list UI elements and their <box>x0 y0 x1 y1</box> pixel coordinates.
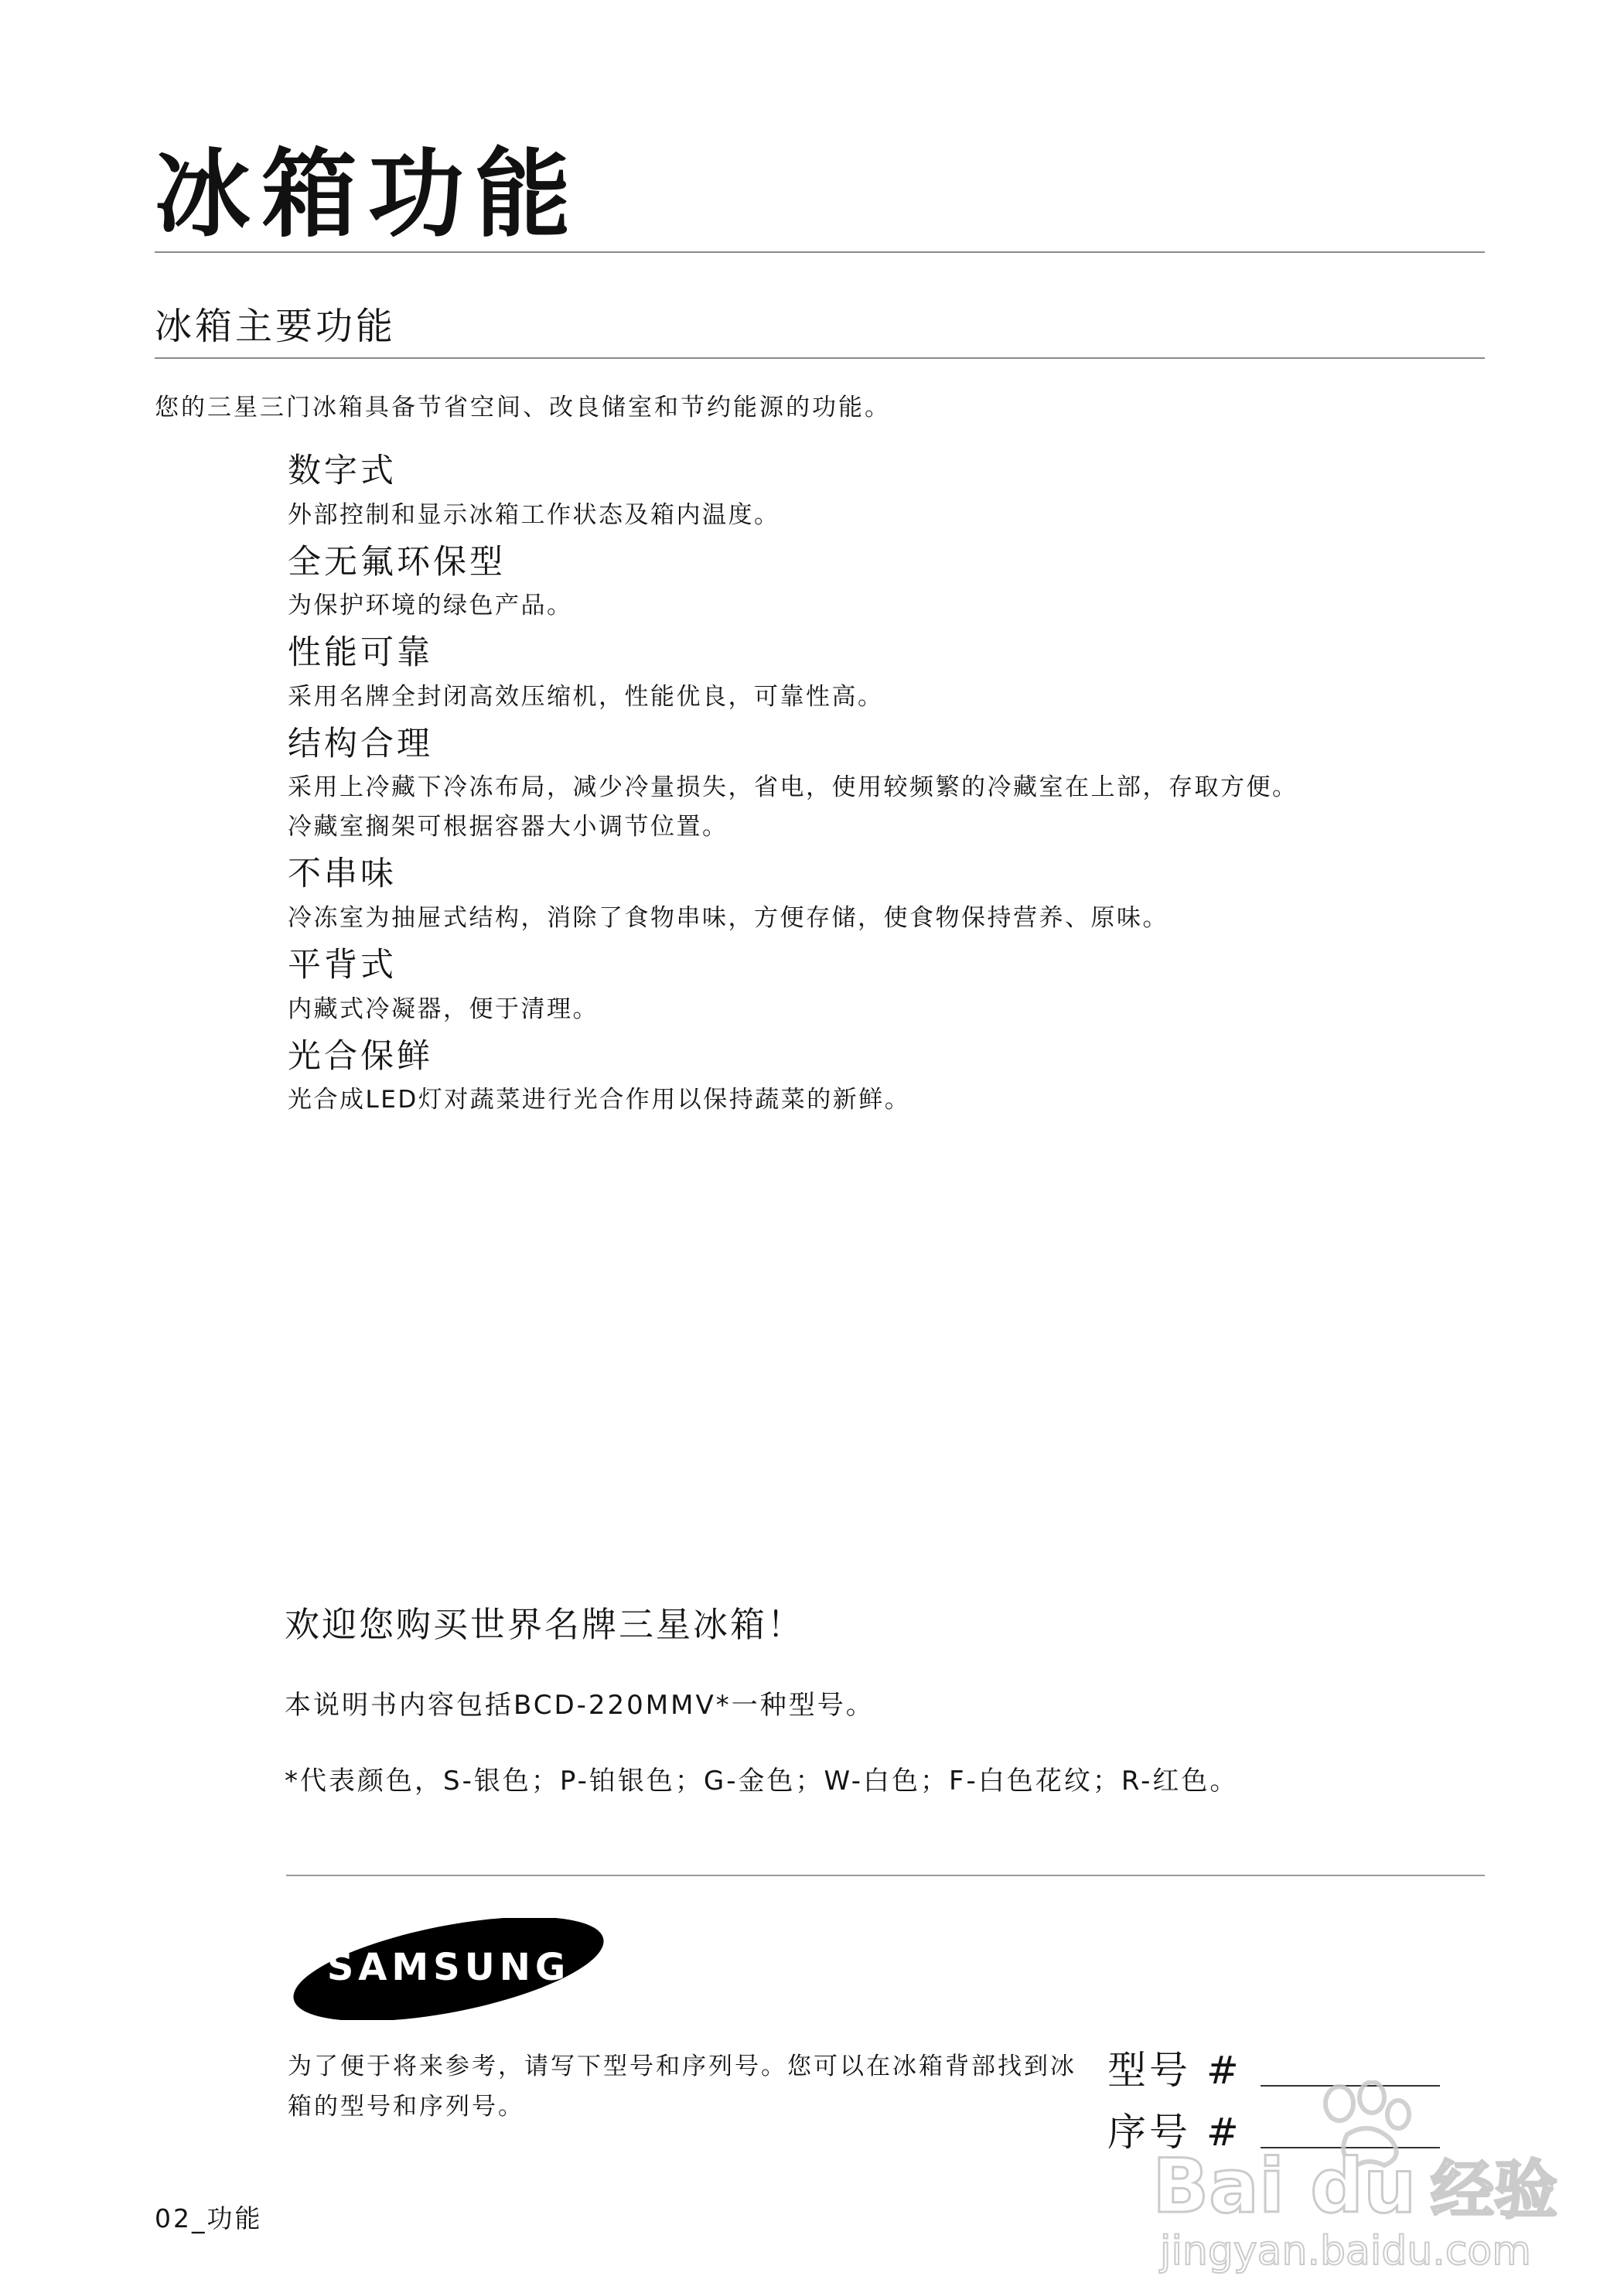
feature-description: 为保护环境的绿色产品。 <box>288 592 573 620</box>
watermark-sub-text: 经验 <box>1431 2154 1558 2227</box>
feature-title: 性能可靠 <box>288 633 433 673</box>
feature-description: 采用上冷藏下冷冻布局，减少冷量损失，省电，使用较频繁的冷藏室在上部，存取方便。 <box>288 773 1298 802</box>
section-title: 冰箱主要功能 <box>155 305 397 348</box>
feature-item <box>288 855 1494 938</box>
page-number: 02_功能 <box>155 2203 263 2234</box>
samsung-logo <box>286 1918 611 2020</box>
feature-title: 不串味 <box>288 855 397 894</box>
welcome-divider <box>286 1875 1485 1876</box>
feature-item <box>288 633 1494 717</box>
page-title: 冰箱功能 <box>155 139 582 251</box>
color-legend: *代表颜色，S-银色；P-铂银色；G-金色；W-白色；F-白色花纹；R-红色。 <box>285 1766 1239 1797</box>
feature-title: 结构合理 <box>288 724 433 763</box>
logo-text: SAMSUNG <box>326 1946 571 1989</box>
feature-description: 冷冻室为抽屉式结构，消除了食物串味，方便存储，使食物保持营养、原味。 <box>288 903 1169 932</box>
welcome-heading: 欢迎您购买世界名牌三星冰箱！ <box>285 1604 805 1645</box>
title-divider <box>155 251 1485 253</box>
feature-item <box>288 452 1494 535</box>
model-number-label: 型号 # <box>1107 2048 1242 2093</box>
intro-text: 您的三星三门冰箱具备节省空间、改良储室和节约能源的功能。 <box>155 394 891 421</box>
feature-list <box>288 452 1494 1128</box>
feature-description: 冷藏室搁架可根据容器大小调节位置。 <box>288 813 728 841</box>
feature-title: 数字式 <box>288 452 397 490</box>
watermark-logo-text: Bai du <box>1152 2143 1417 2230</box>
feature-description: 外部控制和显示冰箱工作状态及箱内温度。 <box>288 500 780 529</box>
feature-item <box>288 1037 1494 1121</box>
watermark-url: jingyan.baidu.com <box>1160 2228 1531 2274</box>
serial-number-label: 序号 # <box>1107 2110 1242 2155</box>
model-info: 本说明书内容包括BCD-220MMV*一种型号。 <box>285 1690 875 1721</box>
feature-title: 光合保鲜 <box>288 1036 433 1076</box>
baidu-watermark <box>1137 2080 1570 2274</box>
section-divider <box>155 357 1485 359</box>
record-note: 为了便于将来参考，请写下型号和序列号。您可以在冰箱背部找到冰箱的型号和序列号。 <box>288 2053 1076 2121</box>
feature-item <box>288 946 1494 1029</box>
feature-item <box>288 725 1494 848</box>
feature-title: 全无氟环保型 <box>288 542 506 582</box>
feature-description: 内藏式冷凝器，便于清理。 <box>288 995 599 1023</box>
feature-description: 光合成LED灯对蔬菜进行光合作用以保持蔬菜的新鲜。 <box>288 1086 911 1114</box>
feature-item <box>288 543 1494 626</box>
feature-title: 平背式 <box>288 945 397 985</box>
feature-description: 采用名牌全封闭高效压缩机，性能优良，可靠性高。 <box>288 682 884 711</box>
